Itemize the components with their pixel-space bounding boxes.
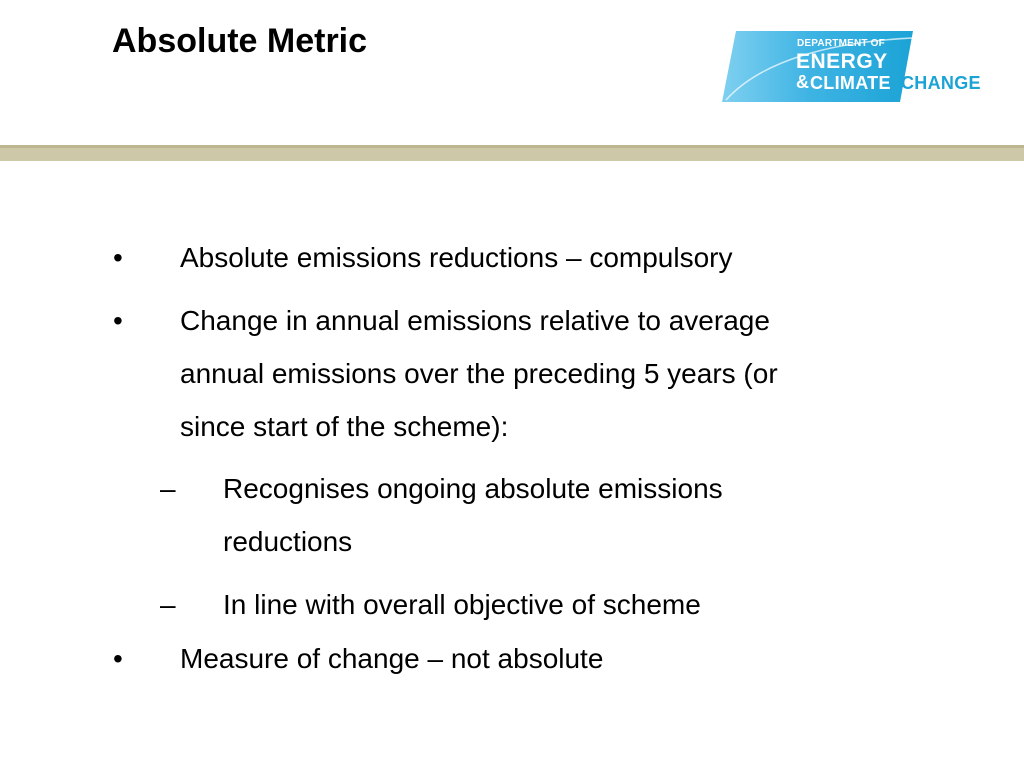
logo-line-change: CHANGE [901,73,981,93]
logo-ampersand: & [796,72,809,92]
sub-bullet-text: In line with overall objective of scheme [223,589,701,620]
slide-title: Absolute Metric [112,22,368,60]
sub-bullet-text: Recognises ongoing absolute emissions [223,473,723,504]
logo-line-energy: ENERGY [796,50,888,73]
logo-line-department: DEPARTMENT OF [797,38,885,49]
sub-bullet-text: reductions [223,526,353,557]
sub-bullet-marker: – [160,589,176,620]
bullet-marker: • [113,305,123,336]
bullet-text: since start of the scheme): [180,411,509,442]
bullet-text: annual emissions over the preceding 5 years (or [180,358,778,389]
bullet-text: Measure of change – not absolute [180,643,604,674]
bullet-text: Absolute emissions reductions – compulsory [180,242,733,273]
bullet-marker: • [113,242,123,273]
sub-bullet-marker: – [160,473,176,504]
bullet-marker: • [113,643,123,674]
logo-line-climate: CLIMATE [810,73,891,93]
bullet-text: Change in annual emissions relative to average [180,305,770,336]
